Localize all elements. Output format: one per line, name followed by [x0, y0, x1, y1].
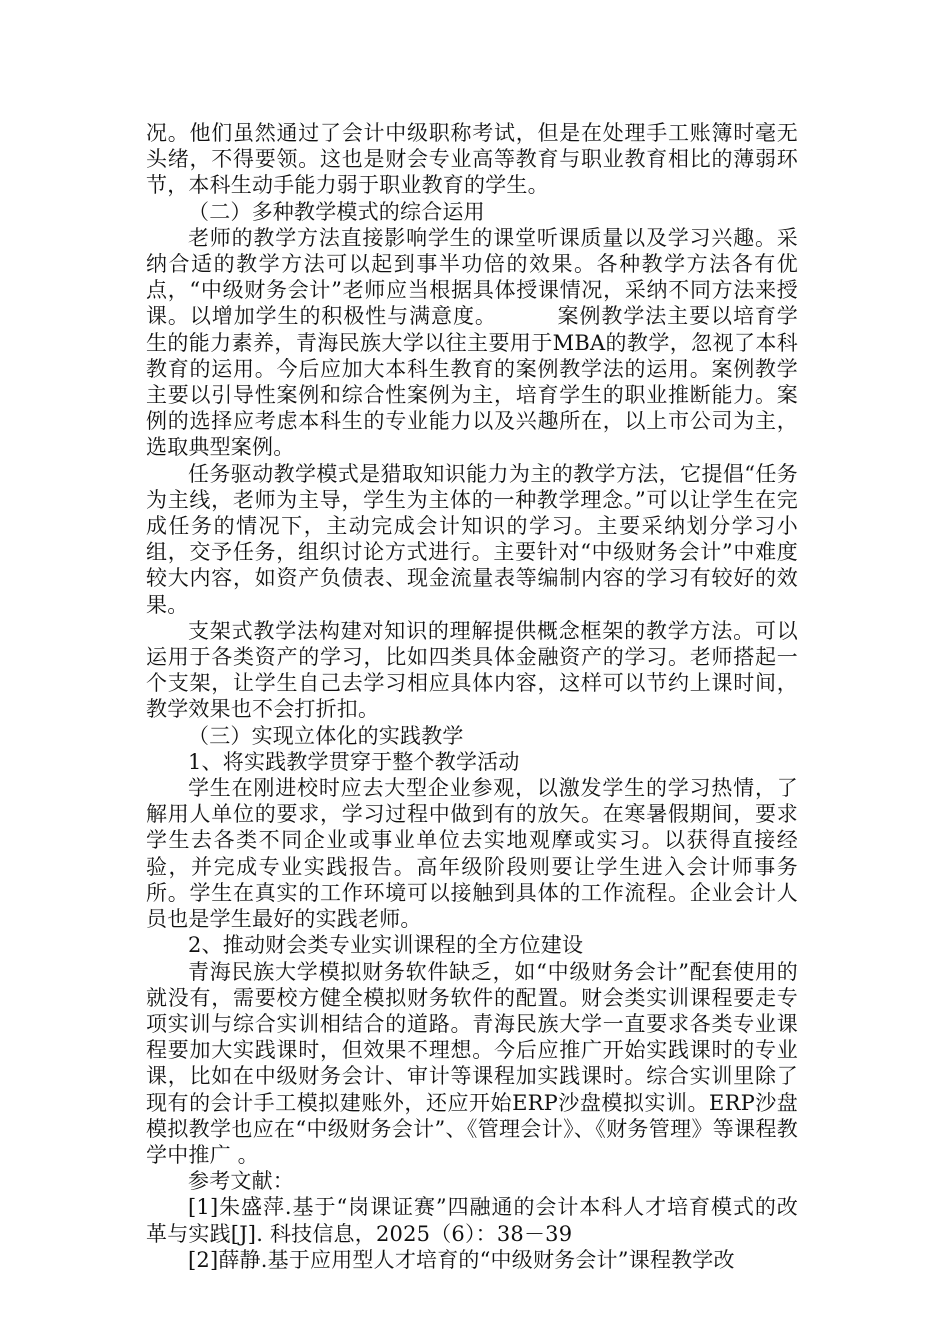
- paragraph-task-driven: 任务驱动教学模式是猎取知识能力为主的教学方法，它提倡“任务为主线，老师为主导，学生为主体的一种教学理念。”可以让学生在完成任务的情况下，主动完成会计知识的学习。主要采纳划分学习小组，交予任务，组织讨论方式进行。主要针对“中级财务会计”中难度较大内容，如资产负债表、现金流量表等编制内容的学习有较好的效果。: [146, 461, 798, 617]
- subheading-3-2: 2、推动财会类专业实训课程的全方位建设: [188, 933, 584, 958]
- section-heading-2: （二）多种教学模式的综合运用: [188, 199, 485, 224]
- paragraph-practice: 学生在刚进校时应去大型企业参观，以激发学生的学习热情，了解用人单位的要求，学习过程中做到有的放矢。在寒暑假期间，要求学生去各类不同企业或事业单位去实地观摩或实习。以获得直接经验，并完成专业实践报告。高年级阶段则要让学生进入会计师事务所。学生在真实的工作环境可以接触到具体的工作流程。企业会计人员也是学生最好的实践老师。: [146, 776, 798, 932]
- paragraph-teaching-methods: [146, 225, 798, 461]
- paragraph-training-courses: 青海民族大学模拟财务软件缺乏，如“中级财务会计”配套使用的就没有，需要校方健全模拟财务软件的配置。财会类实训课程要走专项实训与综合实训相结合的道路。青海民族大学一直要求各类专业课程要加大实践课时，但效果不理想。今后应推广开始实践课时的专业课，比如在中级财务会计、审计等课程加实践课时。综合实训里除了现有的会计手工模拟建账外，还应开始ERP沙盘模拟实训。ERP沙盘模拟教学也应在“中级财务会计”、《管理会计》、《财务管理》等课程教学中推广 。: [146, 959, 798, 1167]
- references-title: 参考文献：: [188, 1169, 294, 1194]
- paragraph-case-teaching-text: 案例教学法主要以培育学生的能力素养，青海民族大学以往主要用于MBA的教学，忽视了本科教育的运用。今后应加大本科生教育的案例教学法的运用。案例教学主要以引导性案例和综合性案例为主，培育学生的职业推断能力。案例的选择应考虑本科生的专业能力以及兴趣所在，以上市公司为主，选取典型案例。: [146, 304, 798, 460]
- subheading-3-1: 1、将实践教学贯穿于整个教学活动: [188, 749, 520, 774]
- paragraph-continuation: 况。他们虽然通过了会计中级职称考试，但是在处理手工账簿时毫无头绪，不得要领。这也是财会专业高等教育与职业教育相比的薄弱环节，本科生动手能力弱于职业教育的学生。: [146, 121, 798, 198]
- section-heading-3: （三）实现立体化的实践教学: [188, 723, 464, 748]
- reference-2: [2]薛静.基于应用型人才培育的“中级财务会计”课程教学改: [188, 1247, 735, 1272]
- document-page: [146, 120, 798, 1273]
- paragraph-teaching-methods-text: 老师的教学方法直接影响学生的课堂听课质量以及学习兴趣。采纳合适的教学方法可以起到事半功倍的效果。各种教学方法各有优点，“中级财务会计”老师应当根据具体授课情况，采纳不同方法来授课。以增加学生的积极性与满意度。: [146, 225, 798, 329]
- paragraph-scaffolding: 支架式教学法构建对知识的理解提供概念框架的教学方法。可以运用于各类资产的学习，比如四类具体金融资产的学习。老师搭起一个支架，让学生自己去学习相应具体内容，这样可以节约上课时间，教学效果也不会打折扣。: [146, 618, 798, 722]
- reference-1: [1]朱盛萍.基于“岗课证赛”四融通的会计本科人才培育模式的改革与实践[J]. 科技信息，2025（6）：38－39: [146, 1195, 798, 1246]
